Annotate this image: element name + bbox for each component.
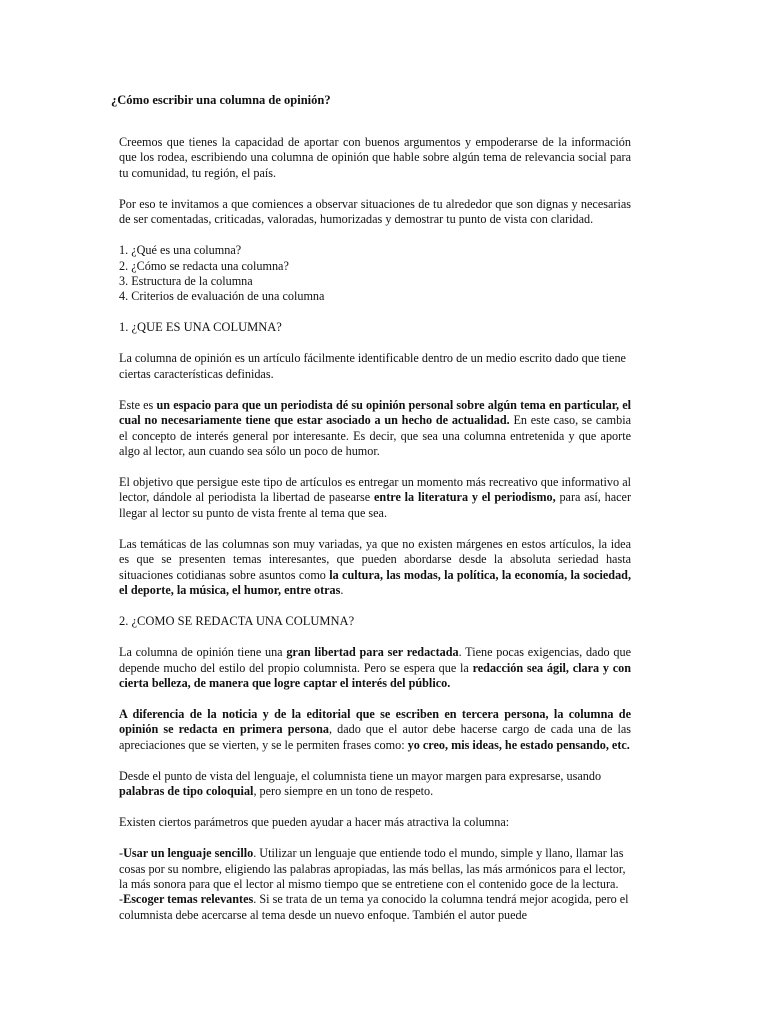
section-1-heading: 1. ¿QUE ES UNA COLUMNA? <box>119 320 282 335</box>
toc-item: 3. Estructura de la columna <box>119 274 253 289</box>
bullet-item: -Usar un lenguaje sencillo. Utilizar un lenguaje que entiende todo el mundo, simple y llano, llamar las cosas por su nombre, eligiendo las palabras apropiadas, las más bellas, las más armónicos para el lector, la más sonora para que el lector al mismo tiempo que se entretiene con el contenido goce de la lectura. <box>119 846 626 891</box>
intro-paragraph-2: Por eso te invitamos a que comiences a observar situaciones de tu alrededor que son dignas y necesarias de ser comentadas, criticadas, valoradas, humorizadas y demostrar tu punto de vista con claridad. <box>119 196 631 227</box>
section-1-paragraph-1: La columna de opinión es un artículo fácilmente identificable dentro de un medio escrito dado que tiene ciertas características definidas. <box>119 351 626 381</box>
document-title: ¿Cómo escribir una columna de opinión? <box>111 93 331 107</box>
intro-paragraph-1: Creemos que tienes la capacidad de aportar con buenos argumentos y empoderarse de la información que los rodea, escribiendo una columna de opinión que hable sobre algún tema de relevancia social para tu comunidad, tu región, el país. <box>119 135 631 180</box>
toc-item: 1. ¿Qué es una columna? <box>119 243 242 258</box>
section-2-paragraph-4: Existen ciertos parámetros que pueden ayudar a hacer más atractiva la columna: <box>119 815 510 830</box>
section-2-paragraph-1: La columna de opinión tiene una gran libertad para ser redactada. Tiene pocas exigencias, dado que depende mucho del estilo del propio columnista. Pero se espera que la redacción sea ágil, clara y con cierta belleza, de manera que logre captar el interés del público. <box>119 645 632 690</box>
document-body <box>119 135 631 923</box>
toc-item: 2. ¿Cómo se redacta una columna? <box>119 258 289 273</box>
section-1-paragraph-3: El objetivo que persigue este tipo de artículos es entregar un momento más recreativo que informativo al lector, dándole al periodista la libertad de pasearse entre la literatura y el periodismo, para así, hacer llegar al lector su punto de vista frente al tema que sea. <box>119 475 632 520</box>
section-2-paragraph-3: Desde el punto de vista del lenguaje, el columnista tiene un mayor margen para expresarse, usando palabras de tipo coloquial, pero siempre en un tono de respeto. <box>119 768 602 799</box>
section-1-paragraph-4: Las temáticas de las columnas son muy variadas, ya que no existen márgenes en estos artículos, la idea es que se presenten temas interesantes, que pueden abordarse desde la absoluta seriedad hasta situaciones cotidianas sobre asuntos como la cultura, las modas, la política, la economía, la sociedad, el deporte, la música, el humor, entre otras. <box>119 536 631 598</box>
toc-item: 4. Criterios de evaluación de una columna <box>119 289 325 304</box>
table-of-contents <box>119 243 631 305</box>
bullet-item: -Escoger temas relevantes. Si se trata de un tema ya conocido la columna tendrá mejor acogida, pero el columnista debe acercarse al tema desde un nuevo enfoque. También el autor puede <box>119 892 629 922</box>
section-2-paragraph-2: A diferencia de la noticia y de la editorial que se escriben en tercera persona, la columna de opinión se redacta en primera persona, dado que el autor debe hacerse cargo de cada una de las apreciaciones que se vierten, y se le permiten frases como: yo creo, mis ideas, he estado pensando, etc. <box>119 706 631 752</box>
section-1-paragraph-2: Este es un espacio para que un periodista dé su opinión personal sobre algún tema en particular, el cual no necesariamente tiene que estar asociado a un hecho de actualidad. En este caso, se cambia el concepto de interés general por interesante. Es decir, que sea una columna entretenida y que aporte algo al lector, aun cuando sea sólo un poco de humor. <box>119 397 632 459</box>
section-2-heading: 2. ¿COMO SE REDACTA UNA COLUMNA? <box>119 614 355 629</box>
